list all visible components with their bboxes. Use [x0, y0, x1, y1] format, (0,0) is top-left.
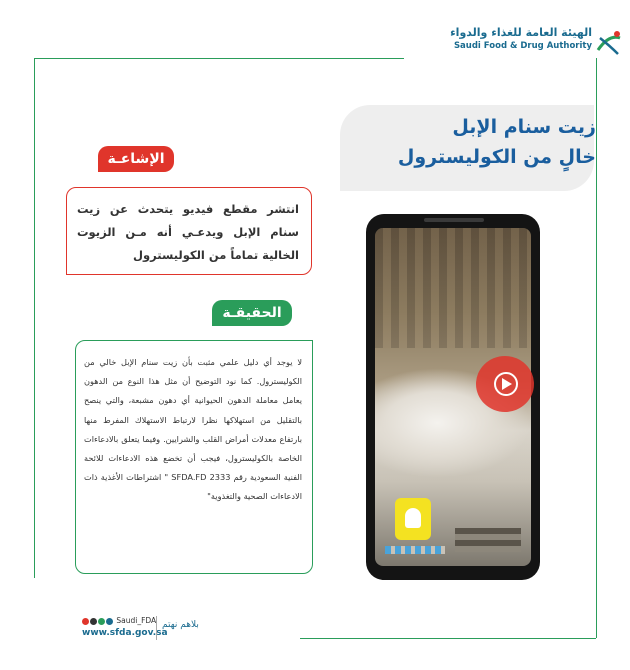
slogan: بلاهم نهتم	[162, 620, 199, 630]
pixelated-area	[375, 228, 531, 348]
snapchat-ghost-icon	[405, 508, 421, 528]
website-link[interactable]: www.sfda.gov.sa	[82, 628, 168, 638]
social-handles	[82, 616, 156, 625]
play-icon	[502, 378, 512, 390]
rumor-badge: الإشاعـة	[98, 146, 174, 172]
title-line-2: خالٍ من الكوليسترول	[397, 146, 596, 168]
frame-line-left	[34, 58, 35, 578]
logo-arabic: الهيئة العامة للغذاء والدواء	[450, 26, 592, 39]
youtube-icon	[82, 618, 89, 625]
frame-line-top	[34, 58, 404, 59]
footer-divider	[156, 616, 157, 640]
sfda-mark-icon	[594, 28, 624, 58]
instagram-icon	[98, 618, 105, 625]
frame-line-right	[596, 58, 597, 638]
fact-badge: الحقيقـة	[212, 300, 292, 326]
title-line-1: زيت سنام الإبل	[452, 116, 596, 138]
twitter-icon	[90, 618, 97, 625]
logo-english: Saudi Food & Drug Authority	[453, 41, 592, 51]
rumor-box	[66, 187, 312, 275]
social-handle-text: Saudi_FDA	[116, 616, 157, 625]
rumor-text: انتشر مقطع فيديو يتحدث عن زيت سنام الإبل ويدعـي أنه مـن الزيوت الخالية تماماً من الكوليسترول	[77, 202, 299, 262]
phone-speaker	[424, 218, 484, 222]
frame-line-bottom	[300, 638, 596, 639]
facebook-icon	[106, 618, 113, 625]
fact-box	[75, 340, 313, 574]
sfda-logo	[412, 26, 592, 60]
fact-text: لا يوجد أي دليل علمي مثبت بأن زيت سنام الإبل خالي من الكوليسترول. كما نود التوضيح أن مثل هذا النوع من الدهون يعامل معاملة الدهون الحيوانية أي دهون مشبعة، والتي ينصح بالتقليل من استهلاكها نظرا لارتباط الاستهلاك المفرط منها بارتفاع معدلات أمراض القلب والشرايين. وفيما يتعلق بالادعاءات الخاصة بالكوليسترول، فيجب أن تخضع هذه الادعاءات للائحة الفنية السعودية رقم SFDA.FD 2333 " اشتراطات الأغذية ذات الادعاءات الصحية والتغذوية"	[84, 357, 302, 502]
caption-block	[455, 528, 521, 552]
caption-pixels	[385, 546, 445, 554]
